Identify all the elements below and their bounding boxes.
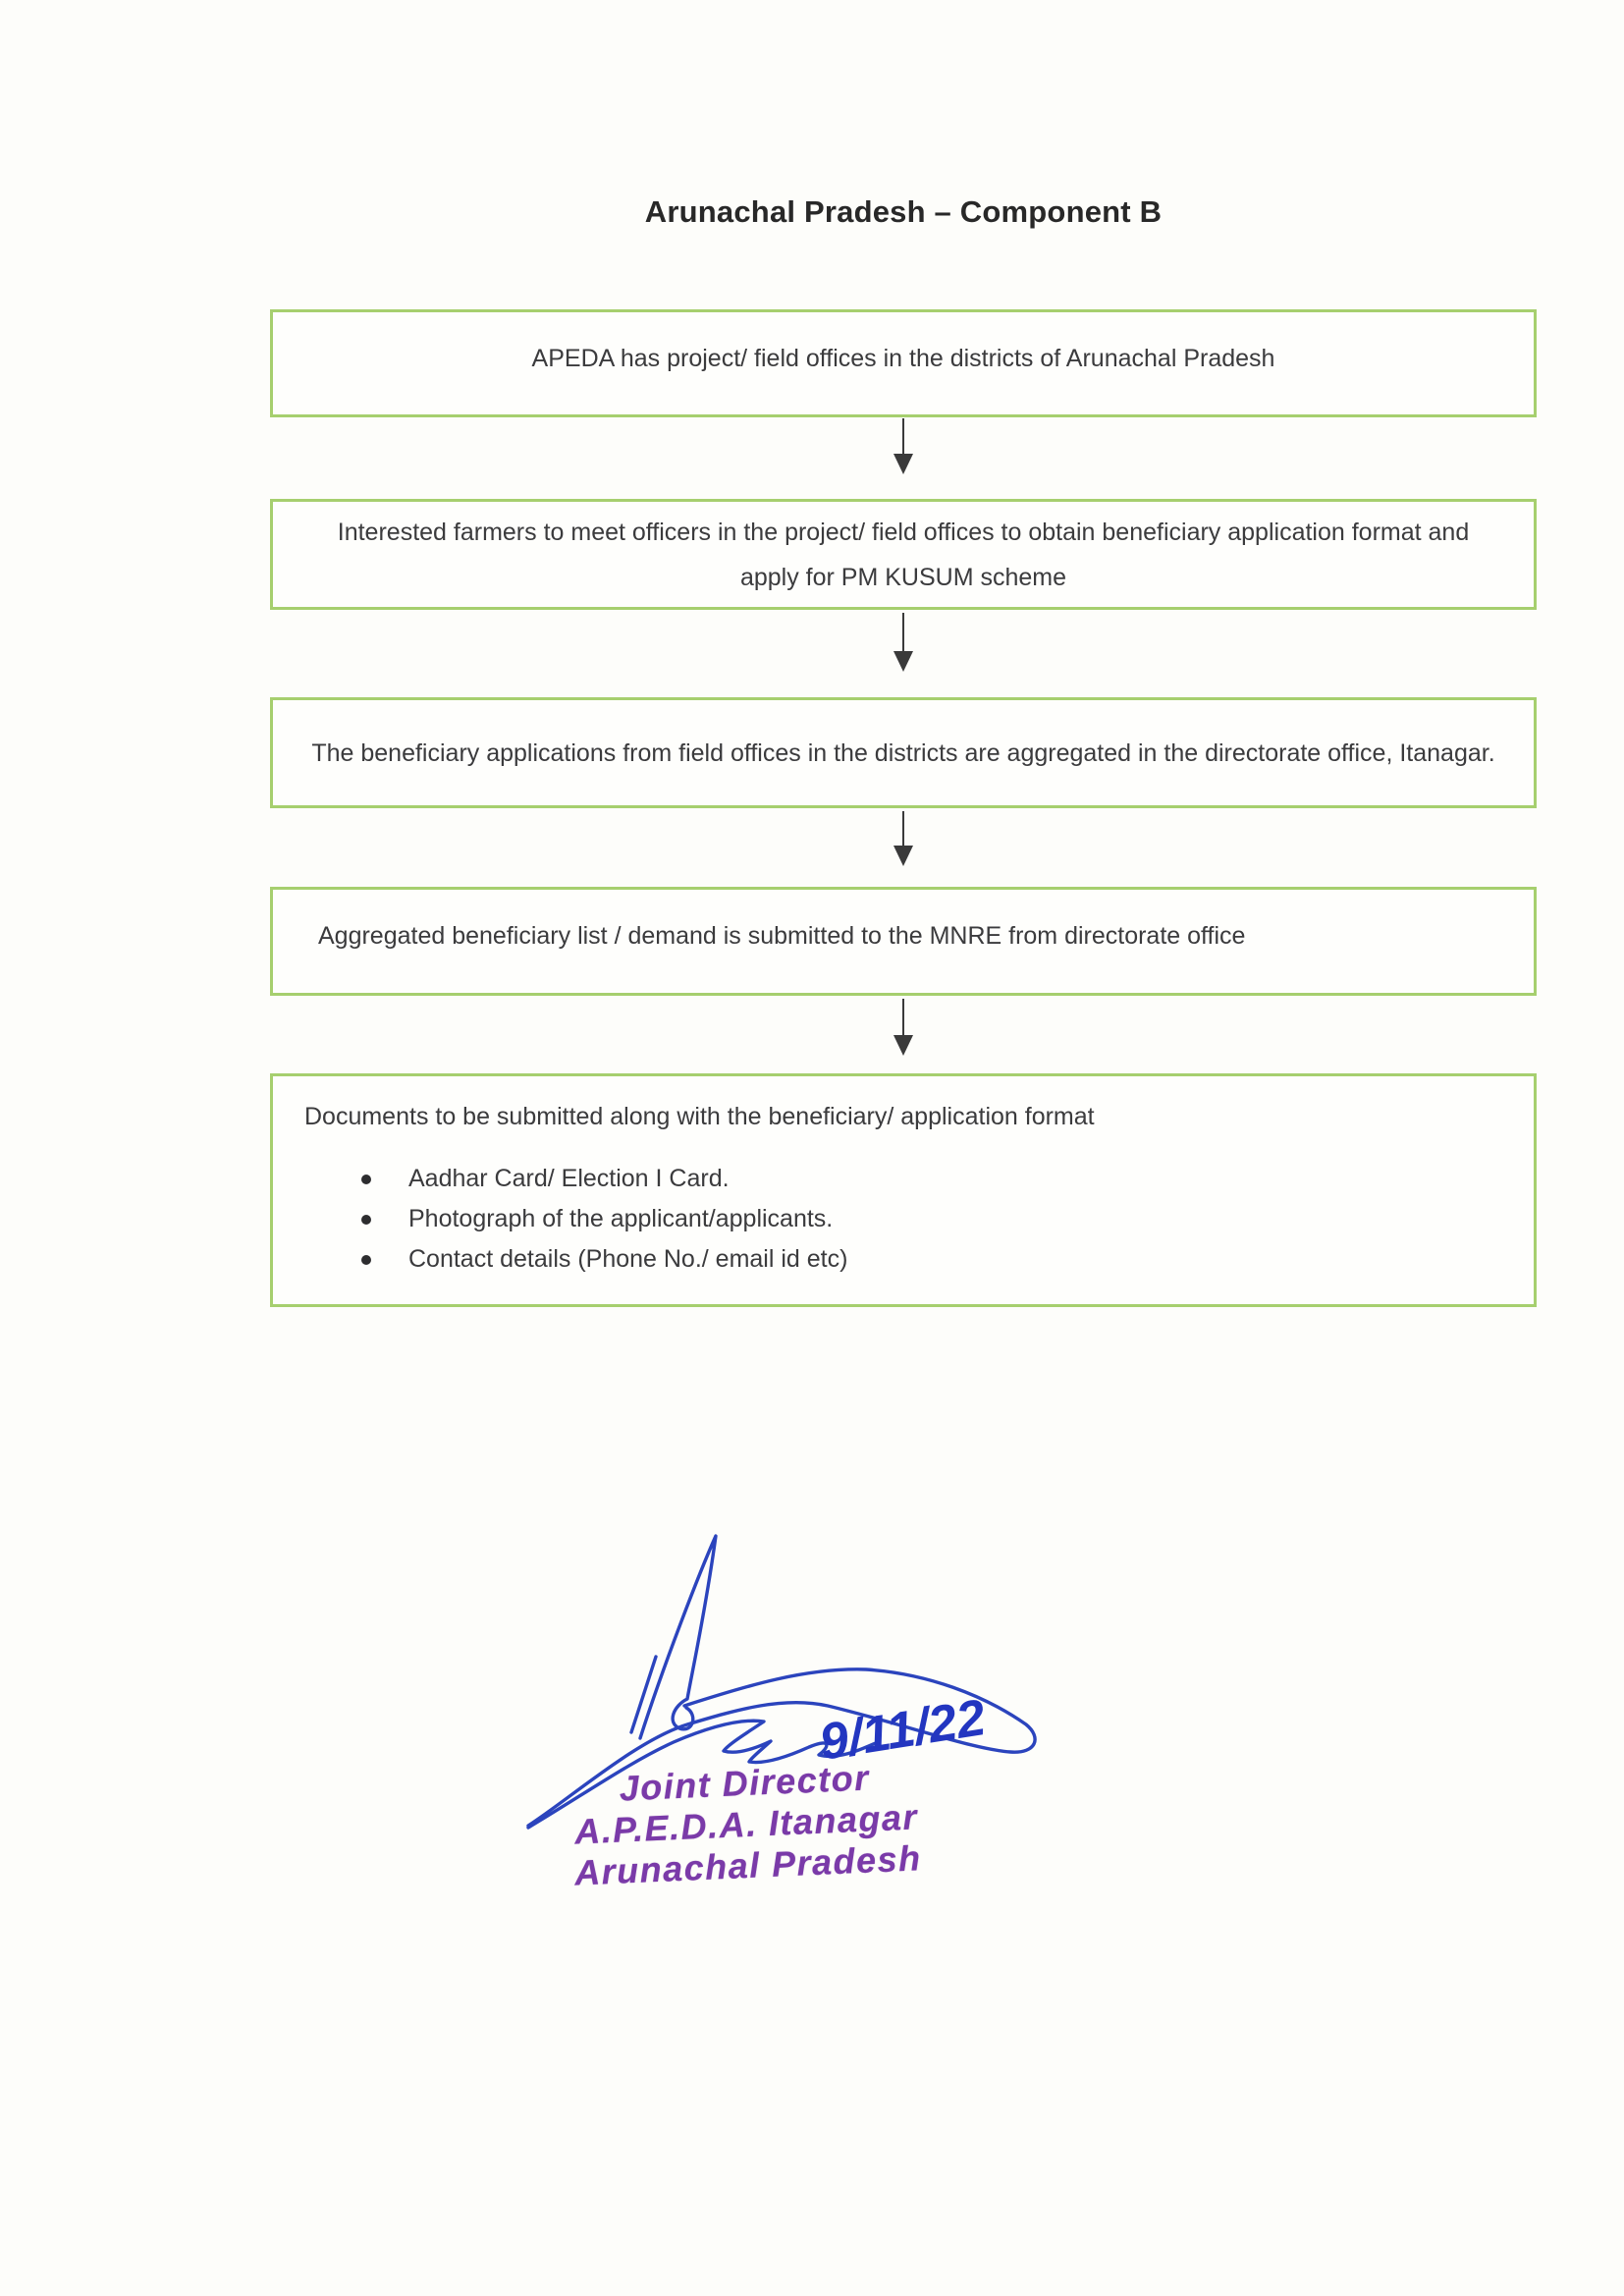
stamp-line-designation: Joint Director	[618, 1757, 871, 1809]
documents-heading: Documents to be submitted along with the beneficiary/ application format	[304, 1103, 1095, 1130]
bullet-icon	[361, 1255, 371, 1265]
arrow-head-icon	[893, 454, 913, 474]
arrow-head-icon	[893, 1035, 913, 1056]
flow-box-farmers-apply	[270, 499, 1537, 610]
list-item-text: Aadhar Card/ Election I Card.	[408, 1165, 730, 1192]
arrow-line	[902, 418, 904, 455]
list-item	[361, 1199, 1494, 1239]
list-item-text: Contact details (Phone No./ email id etc)	[408, 1245, 848, 1273]
documents-list	[304, 1159, 1494, 1280]
flow-box-text: Interested farmers to meet officers in the project/ field offices to obtain beneficiary application format and apply for PM KUSUM scheme	[337, 518, 1470, 591]
list-item	[361, 1239, 1494, 1280]
flow-box-text: The beneficiary applications from field offices in the districts are aggregated in the directorate office, Itanagar.	[311, 738, 1495, 767]
arrow-head-icon	[893, 846, 913, 866]
flow-box-documents	[270, 1073, 1537, 1307]
signature-date: 9/11/22	[815, 1689, 990, 1772]
list-item-text: Photograph of the applicant/applicants.	[408, 1205, 834, 1232]
arrow-line	[902, 811, 904, 847]
flow-arrow-down	[270, 613, 1537, 672]
flow-arrow-down	[270, 418, 1537, 474]
flow-box-apeda-offices	[270, 309, 1537, 417]
bullet-icon	[361, 1215, 371, 1225]
flow-arrow-down	[270, 999, 1537, 1056]
flow-arrow-down	[270, 811, 1537, 866]
office-stamp	[517, 1753, 974, 1896]
page-title: Arunachal Pradesh – Component B	[644, 194, 1163, 229]
arrow-head-icon	[893, 651, 913, 672]
flow-box-aggregation-itanagar	[270, 697, 1537, 808]
flow-box-text: APEDA has project/ field offices in the districts of Arunachal Pradesh	[531, 345, 1275, 372]
signature-stroke	[640, 1536, 716, 1738]
signature-stroke	[631, 1657, 656, 1732]
flow-box-submission-mnre	[270, 887, 1537, 996]
bullet-icon	[361, 1175, 371, 1184]
stamp-line-state: Arunachal Pradesh	[573, 1837, 923, 1893]
stamp-line-office: A.P.E.D.A. Itanagar	[573, 1796, 919, 1852]
list-item	[361, 1159, 1494, 1199]
flow-box-text: Aggregated beneficiary list / demand is submitted to the MNRE from directorate office	[318, 922, 1246, 950]
arrow-line	[902, 613, 904, 652]
arrow-line	[902, 999, 904, 1036]
